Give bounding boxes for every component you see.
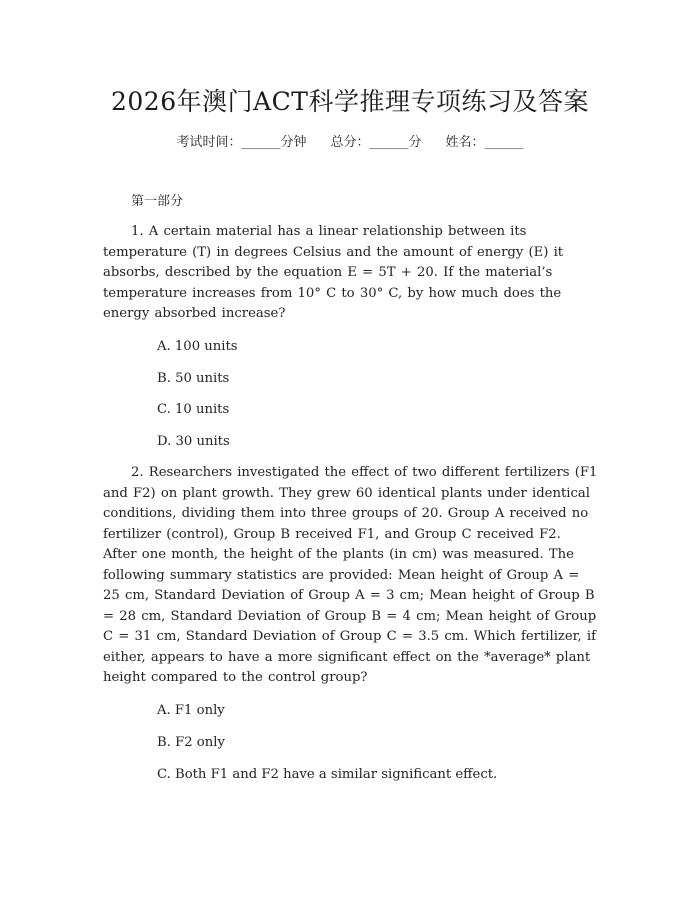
- total-score-label: 总分：______分: [330, 135, 422, 150]
- exam-meta: [0, 131, 700, 150]
- question-2-option-a: A. F1 only: [157, 703, 225, 718]
- student-name-label: 姓名：______: [445, 135, 524, 150]
- page-title: 2026年澳门ACT科学推理专项练习及答案: [111, 87, 589, 116]
- question-2-option-b: B. F2 only: [157, 735, 225, 750]
- exam-time-label: 考试时间：______分钟: [176, 135, 307, 150]
- question-1-option-b: B. 50 units: [157, 371, 230, 386]
- question-2-stem: 2. Researchers investigated the effect of two different fertilizers (F1 and F2) on plant growth. They grew 60 identical plants under identical conditions, dividing them into three groups of 20. Group A received no fertilizer (control), Group B received F1, and Group C received F2. After one month, the height of the plants (in cm) was measured. The following summary statistics are provided: Mean height of Group A = 25 cm, Standard Deviation of Group A = 3 cm; Mean height of Group B = 28 cm, Standard Deviation of Group B = 4 cm; Mean height of Group C = 31 cm, Standard Deviation of Group C = 3.5 cm. Which fertilizer, if either, appears to have a more significant effect on the *average* plant height compared to the control group?: [103, 465, 598, 685]
- question-1-option-c: C. 10 units: [157, 402, 230, 417]
- question-1-option-a: A. 100 units: [157, 339, 238, 354]
- question-1-stem: 1. A certain material has a linear relationship between its temperature (T) in degrees Celsius and the amount of energy (E) it absorbs, described by the equation E = 5T + 20. If the material’s temperature increases from 10° C to 30° C, by how much does the energy absorbed increase?: [103, 224, 564, 321]
- question-2-option-c: C. Both F1 and F2 have a similar significant effect.: [157, 767, 498, 782]
- section-heading: 第一部分: [131, 194, 184, 209]
- question-1-option-d: D. 30 units: [157, 434, 230, 449]
